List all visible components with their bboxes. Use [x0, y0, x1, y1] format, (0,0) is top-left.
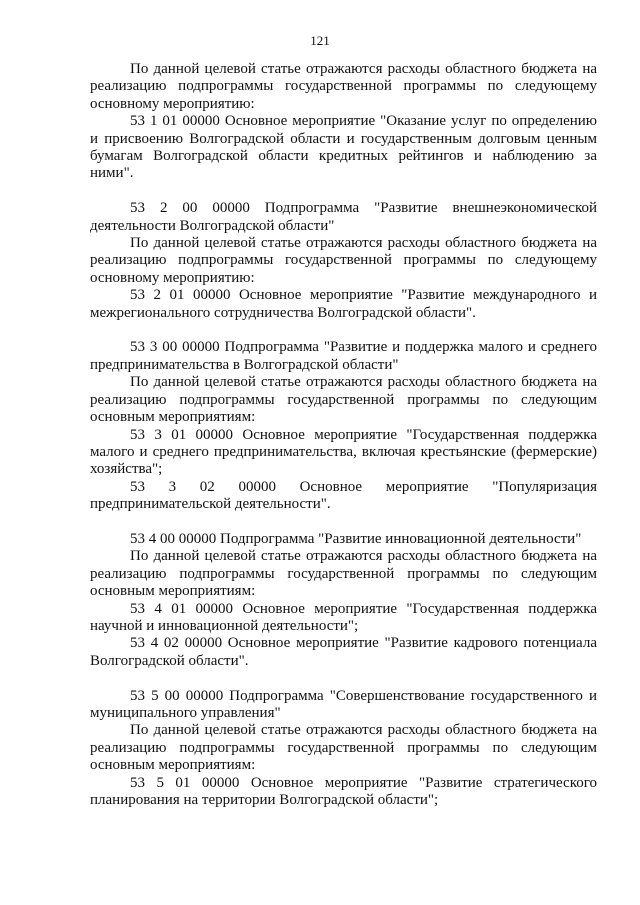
- paragraph: 53 4 02 00000 Основное мероприятие "Развитие кадрового потенциала Волгоградской области".: [90, 635, 597, 669]
- paragraph: 53 3 00 00000 Подпрограмма "Развитие и поддержка малого и среднего предпринимательства в Волгоградской области": [90, 339, 597, 373]
- paragraph: 53 2 01 00000 Основное мероприятие "Развитие международного и межрегионального сотрудничества Волгоградской области".: [90, 287, 597, 321]
- paragraph: 53 1 01 00000 Основное мероприятие "Оказание услуг по определению и присвоению Волгоградской области и государственным долговым ценным бумагам Волгоградской области кредитных рейтингов и наблюдению за ними".: [90, 113, 597, 182]
- section-gap: [90, 670, 597, 687]
- paragraph: 53 5 01 00000 Основное мероприятие "Развитие стратегического планирования на территории Волгоградской области";: [90, 774, 597, 808]
- paragraph: По данной целевой статье отражаются расходы областного бюджета на реализацию подпрограммы государственной программы по следующему основному мероприятию:: [90, 61, 597, 112]
- section-gap: [90, 183, 597, 200]
- paragraph: 53 2 00 00000 Подпрограмма "Развитие внешнеэкономической деятельности Волгоградской области": [90, 200, 597, 234]
- section-gap: [90, 322, 597, 339]
- paragraph: 53 3 02 00000 Основное мероприятие "Популяризация предпринимательской деятельности".: [90, 478, 597, 513]
- paragraph: По данной целевой статье отражаются расходы областного бюджета на реализацию подпрограммы государственной программы по следующим основным мероприятиям:: [90, 374, 597, 426]
- document-body: [90, 61, 597, 809]
- paragraph: По данной целевой статье отражаются расходы областного бюджета на реализацию подпрограммы государственной программы по следующему основному мероприятию:: [90, 235, 597, 286]
- paragraph: По данной целевой статье отражаются расходы областного бюджета на реализацию подпрограммы государственной программы по следующим основным мероприятиям:: [90, 548, 597, 600]
- paragraph: 53 5 00 00000 Подпрограмма "Совершенствование государственного и муниципального управления": [90, 687, 597, 721]
- paragraph: 53 4 01 00000 Основное мероприятие "Государственная поддержка научной и инновационной деятельности";: [90, 600, 597, 634]
- paragraph: 53 4 00 00000 Подпрограмма "Развитие инновационной деятельности": [130, 530, 582, 547]
- page-number: 121: [310, 33, 330, 48]
- paragraph: 53 3 01 00000 Основное мероприятие "Государственная поддержка малого и среднего предпринимательства, включая крестьянские (фермерские) хозяйства";: [90, 426, 597, 478]
- section-gap: [90, 514, 597, 531]
- paragraph: По данной целевой статье отражаются расходы областного бюджета на реализацию подпрограммы государственной программы по следующим основным мероприятиям:: [90, 722, 597, 774]
